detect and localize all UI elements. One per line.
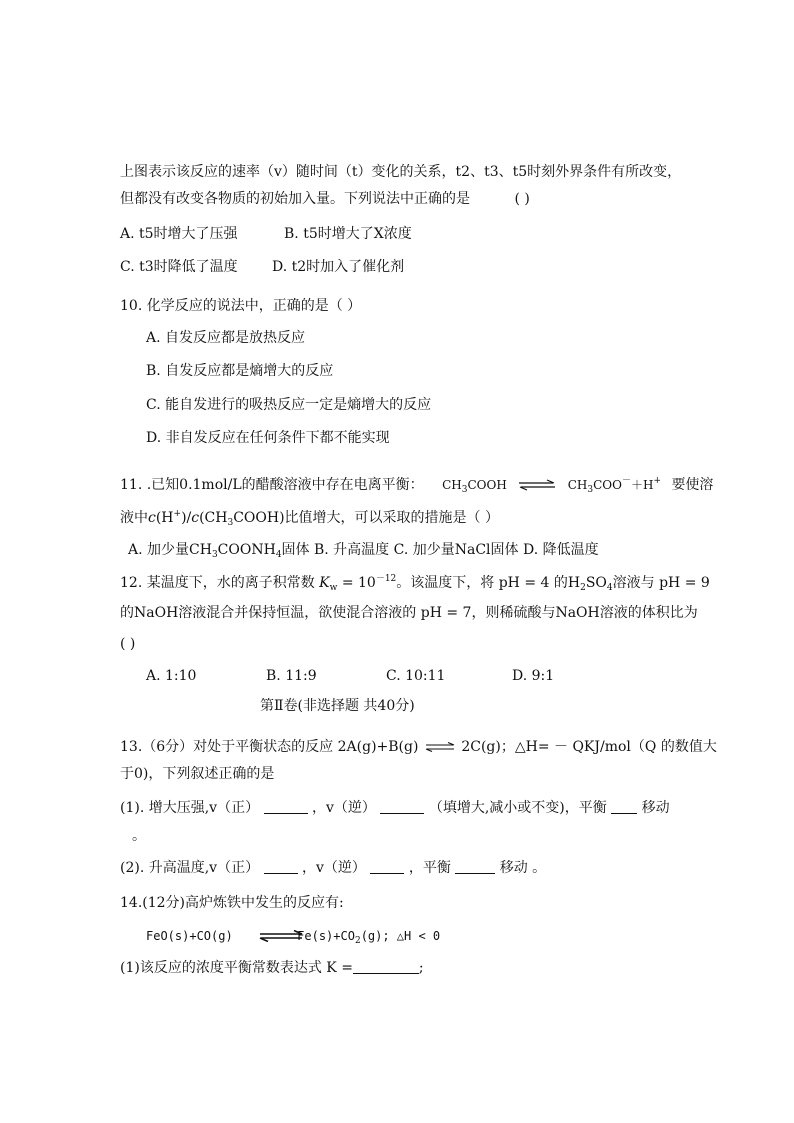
q12-options [146,666,555,686]
q11-product-text-a: CH [567,478,588,492]
q13-part2-text-d: 移动 。 [499,860,547,876]
q10-option-c: C. 能自发进行的吸热反应一定是熵增大的反应 [146,397,432,413]
q11-line2-sup: + [173,509,182,519]
q11-reactant-text-a: CH [442,478,462,492]
q13-part1-blank3[interactable] [611,799,637,814]
q14-part1 [120,958,424,978]
q13-part1-text-d: 移动 [641,800,670,816]
q9-option-b: B. t5时增大了X浓度 [284,226,412,242]
q13-stem-line1 [120,737,717,757]
q10-option-a: A. 自发反应都是放热反应 [146,330,306,346]
q12-option-d: D. 9:1 [512,668,555,684]
q12-option-a: A. 1:10 [146,668,197,684]
q9-option-c: C. t3时降低了温度 [120,259,238,275]
q9-stem-text: 但都没有改变各物质的初始加入量。下列说法中正确的是 [120,191,470,207]
q13-line1-text-a: 13.（6分）对处于平衡状态的反应 2A(g)+B(g) [120,739,419,755]
q13-part2-blank2[interactable] [370,859,404,874]
q9-options-row2 [120,257,405,277]
q14-part1-end: ; [418,960,424,976]
section-title: 第Ⅱ卷(非选择题 共40分) [260,698,415,714]
q12-kw-sub: w [329,583,338,593]
q14-eq-right-sub: 2 [354,936,361,946]
q11-product-sup1: － [621,476,631,486]
q11-options-sub2: 4 [275,550,282,560]
q11-options-text-b: COONH [217,542,276,558]
q9-answer-paren: ( ) [514,191,530,207]
q13-stem-line2: 于0)，下列叙述正确的是 [120,766,275,782]
q13-part1-blank2[interactable] [380,799,424,814]
q10-stem: 10. 化学反应的说法中，正确的是（ ） [120,298,362,314]
q9-option-a: A. t5时增大了压强 [120,226,238,242]
q11-product-sup2: + [653,476,661,486]
q13-part2-text-a: (2). 升高温度,v（正） [120,860,260,876]
q14-eq-right-text-a: Fe(s)+CO [297,929,355,943]
q14-eq-left: FeO(s)+CO(g) [146,929,233,943]
q11-product [567,476,661,495]
q11-line2-text-d: (CH [199,510,228,526]
q12-stem-line1 [120,573,710,593]
q13-part2-blank1[interactable] [264,859,298,874]
q12-line1-text-d: SO [585,575,607,591]
q11-product-sub: 3 [587,485,594,495]
q11-line2-c2: c [191,510,200,526]
q9-option-d: D. t2时加入了催化剂 [272,259,405,275]
q11-options [128,540,599,560]
equilibrium-arrow-icon [517,479,557,491]
q11-options-text-a: A. 加少量CH [128,542,212,558]
q11-line2-text-b: (H [155,510,174,526]
q11-stem-prefix: 11. .已知0.1mol/L的醋酸溶液中存在电离平衡： [120,477,424,493]
q11-options-text-c: 固体 B. 升高温度 C. 加少量NaCl固体 D. 降低温度 [281,542,599,558]
q13-part2-text-b: ，v（逆） [302,860,366,876]
q13-part2-text-c: ，平衡 [408,860,451,876]
q14-part1-blank[interactable] [353,959,419,974]
q14-eq-right-text-b: (g); △H < 0 [360,929,441,943]
q12-line1-text-a: 12. 某温度下，水的离子积常数 [120,575,315,591]
q13-part1 [120,798,670,818]
q13-line1-text-b: 2C(g)；△H= － QKJ/mol（Q 的数值大 [461,739,717,755]
q13-part2 [120,858,546,878]
q9-stem-line1: 上图表示该反应的速率（v）随时间（t）变化的关系，t2、t3、t5时刻外界条件有所改变， [120,164,682,180]
q11-line2-text-e: COOH)比值增大，可以采取的措施是（ ） [233,510,500,526]
q11-options-sub1: 3 [211,550,218,560]
q11-line2-text-c: )/ [181,510,192,526]
q13-part2-blank3[interactable] [455,859,495,874]
q11-line2-c1: c [148,510,156,526]
q12-kw-exp: －12 [375,574,397,584]
q12-h2so4-sub1: 2 [580,583,586,593]
q13-part1-text-c: （填增大,减小或不变)，平衡 [428,800,607,816]
q13-part1-blank1[interactable] [264,799,308,814]
q9-stem-line2 [120,189,530,209]
q10-option-d: D. 非自发反应在任何条件下都不能实现 [146,430,390,446]
q11-reactant [442,478,507,495]
q12-option-b: B. 11:9 [266,668,317,684]
q13-part1-text-a: (1). 增大压强,v（正） [120,800,260,816]
q10-option-b: B. 自发反应都是熵增大的反应 [146,363,334,379]
q14-stem: 14.(12分)高炉炼铁中发生的反应有: [120,895,344,911]
q11-product-text-b: COO [593,478,622,492]
q12-line1-text-e: 溶液与 pH = 9 [612,575,710,591]
q12-kw-k: K [319,575,330,591]
q12-h2so4-sub2: 4 [606,583,613,593]
equilibrium-arrow-icon [425,742,455,752]
q12-line1-text-c: 。该温度下，将 pH = 4 的H [396,575,581,591]
q11-stem-line2 [120,508,499,528]
q11-stem-line1 [120,475,713,495]
q11-line2-sub: 3 [227,518,234,528]
q13-part1-end: 。 [132,828,146,844]
q12-stem-line3: ( ) [120,636,136,652]
q11-product-text-c: ＋H [630,478,654,492]
q12-option-c: C. 10:11 [386,668,446,684]
q13-part1-text-b: ，v（逆） [312,800,376,816]
q14-part1-text: (1)该反应的浓度平衡常数表达式 K = [120,960,353,976]
q14-equation [146,926,440,946]
q11-reactant-text-b: COOH [467,478,507,492]
q11-line2-text-a: 液中 [120,510,148,526]
q11-stem-suffix: 要使溶 [671,477,714,493]
q9-options-row1 [120,224,412,244]
q11-reactant-sub: 3 [461,485,468,495]
q12-line1-text-b: = 10 [341,575,376,591]
q12-stem-line2: 的NaOH溶液混合并保持恒温，欲使混合溶液的 pH = 7，则稀硫酸与NaOH溶液的体积比为 [120,605,698,621]
